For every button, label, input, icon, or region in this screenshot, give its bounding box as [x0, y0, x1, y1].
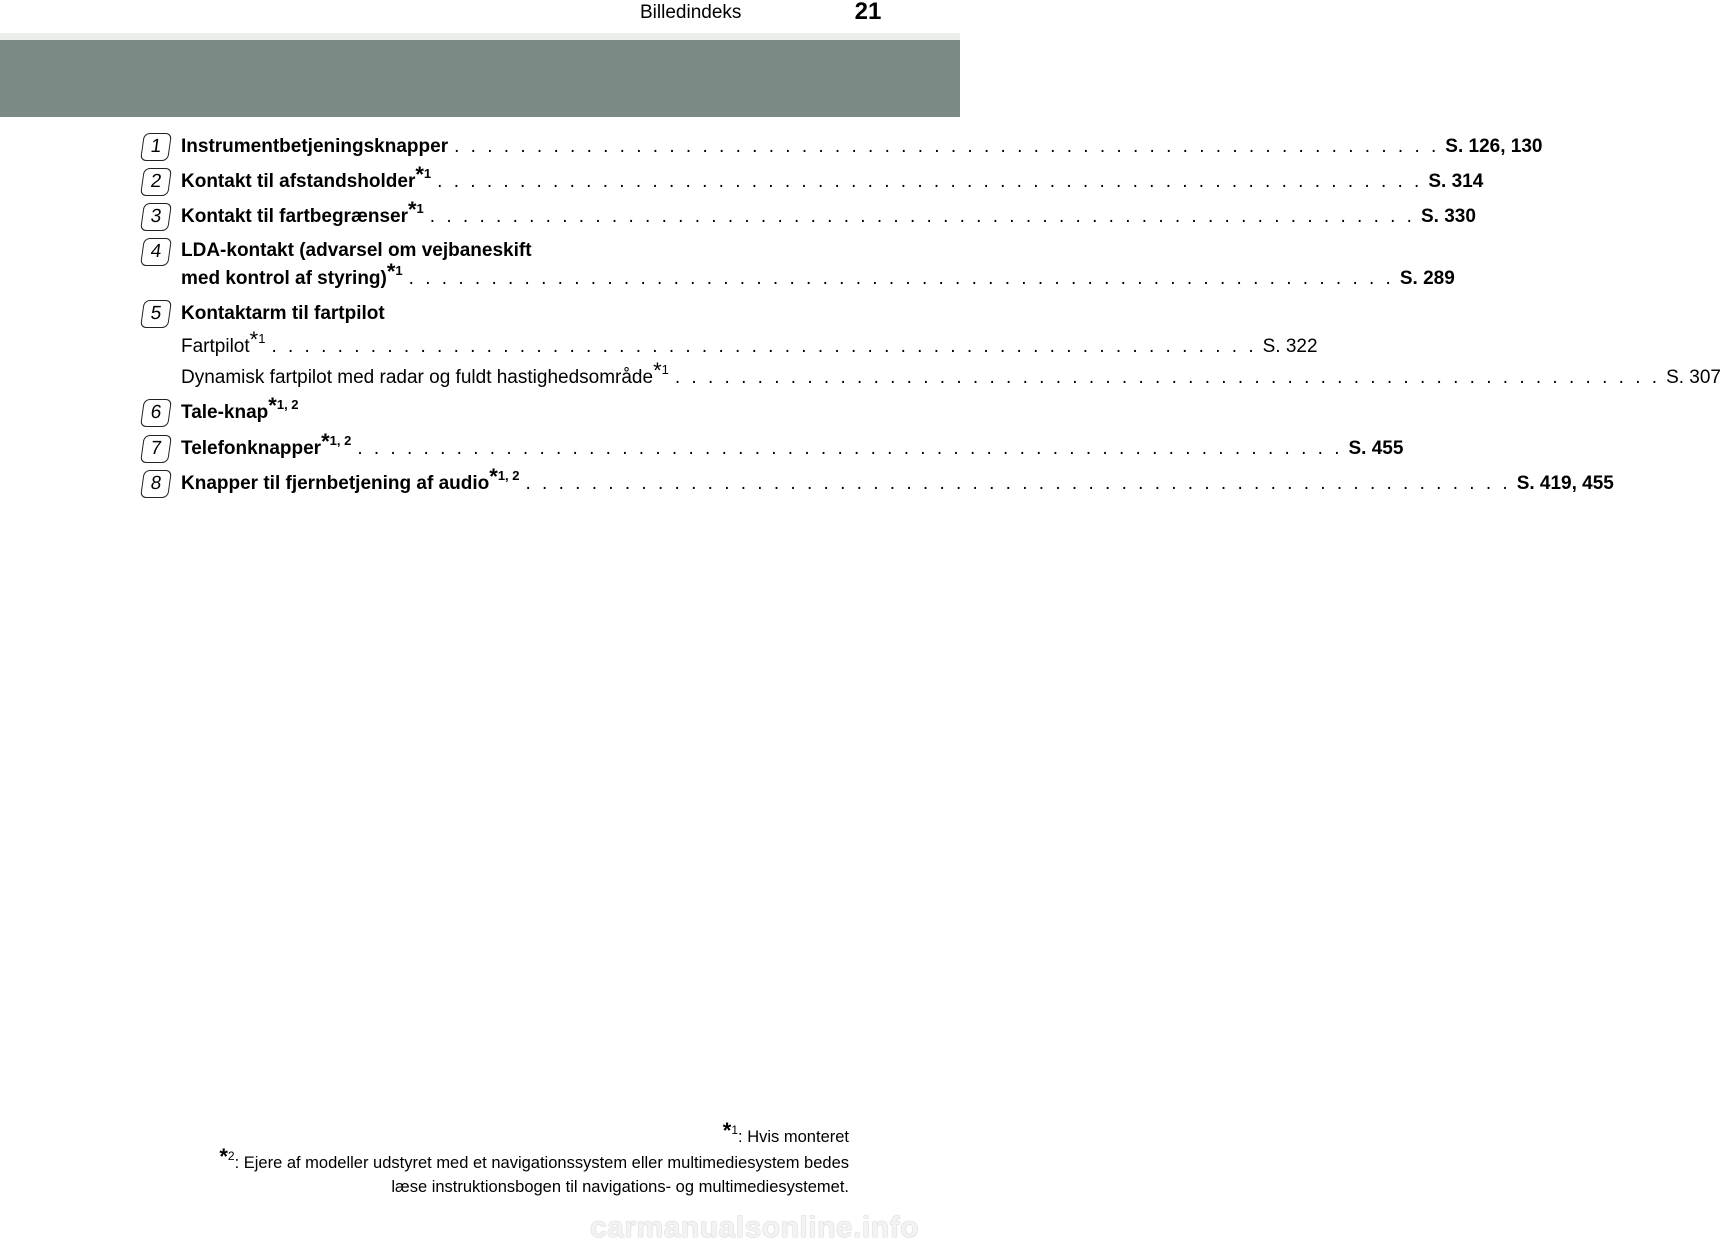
index-entry: [181, 429, 1404, 464]
index-entry-line1: [181, 236, 811, 266]
footnote-marker: *1: [407, 197, 424, 222]
page-reference[interactable]: S. 314: [1428, 171, 1484, 192]
entry-label: LDA-kontakt (advarsel om vejbaneskift: [181, 240, 532, 261]
item-number-badge: 1: [140, 133, 172, 161]
dot-leader: . . . . . . . . . . . . . . . . . . . . . . . . . . . . . . . . . . . . . . . . . . . . . . . . . . . . . . . . . . . .: [674, 367, 1661, 388]
header-rule: [0, 33, 960, 40]
footnote-marker: *1, 2: [489, 464, 520, 489]
footnote-marker: *1: [722, 1118, 739, 1143]
footnote-2-continued: læse instruktionsbogen til navigations- og multimediesystemet.: [391, 1178, 849, 1196]
index-subentry: [181, 358, 1721, 393]
dot-leader: . . . . . . . . . . . . . . . . . . . . . . . . . . . . . . . . . . . . . . . . . . . . . . . . . . . . . . . . . . . .: [429, 206, 1415, 227]
index-subentry: [181, 327, 1318, 362]
footnote-marker: *1, 2: [321, 429, 352, 454]
section-title: Billedindeks: [640, 2, 742, 23]
page-reference[interactable]: S. 455: [1348, 438, 1404, 459]
page-reference[interactable]: S. 419, 455: [1516, 473, 1614, 494]
index-entry: [181, 259, 1455, 294]
index-entry: [181, 162, 1484, 197]
item-number-badge: 4: [140, 238, 172, 266]
dot-leader: . . . . . . . . . . . . . . . . . . . . . . . . . . . . . . . . . . . . . . . . . . . . . . . . . . . . . . . . . . . .: [437, 171, 1423, 192]
page-reference[interactable]: S. 307: [1666, 367, 1721, 388]
index-entry: [181, 132, 1543, 162]
entry-label: Dynamisk fartpilot med radar og fuldt hastighedsområde$^{*1}$: [181, 358, 669, 388]
index-entry: [181, 393, 811, 428]
item-number-badge: 2: [140, 168, 172, 196]
item-number-badge: 6: [140, 399, 172, 427]
entry-label: Kontakt til fartbegrænser$^{*1}$: [181, 197, 424, 227]
page-reference[interactable]: S. 322: [1262, 336, 1318, 357]
footnote-marker: *1, 2: [268, 393, 299, 418]
index-entry: [181, 299, 811, 329]
entry-label: med kontrol af styring)$^{*1}$: [181, 259, 403, 289]
footnote-marker: *1: [386, 259, 403, 284]
footnote-1: $^{*1}$: Hvis monteret: [722, 1118, 849, 1146]
dot-leader: . . . . . . . . . . . . . . . . . . . . . . . . . . . . . . . . . . . . . . . . . . . . . . . . . . . . . . . . . . . .: [271, 336, 1257, 357]
page-reference[interactable]: S. 289: [1399, 268, 1455, 289]
index-entry: [181, 197, 1476, 232]
index-entry: [181, 464, 1614, 499]
page-reference[interactable]: S. 330: [1420, 206, 1476, 227]
footnote-marker: *1: [249, 327, 266, 352]
watermark: carmanualsonline.info: [590, 1211, 919, 1244]
item-number-badge: 5: [140, 300, 172, 328]
gray-banner: [0, 40, 960, 117]
item-number-badge: 3: [140, 203, 172, 231]
dot-leader: . . . . . . . . . . . . . . . . . . . . . . . . . . . . . . . . . . . . . . . . . . . . . . . . . . . . . . . . . . . .: [408, 268, 1394, 289]
item-number-badge: 8: [140, 470, 172, 498]
page-number: 21: [854, 0, 882, 25]
footnote-2: $^{*2}$: Ejere af modeller udstyret med et navigationssystem eller multimediesystem bedes: [219, 1144, 849, 1172]
dot-leader: . . . . . . . . . . . . . . . . . . . . . . . . . . . . . . . . . . . . . . . . . . . . . . . . . . . . . . . . . . . .: [525, 473, 1511, 494]
page-reference[interactable]: S. 126, 130: [1445, 136, 1543, 157]
entry-label: Kontakt til afstandsholder$^{*1}$: [181, 162, 432, 192]
entry-label: Knapper til fjernbetjening af audio$^{*1, 2}$: [181, 464, 520, 494]
dot-leader: . . . . . . . . . . . . . . . . . . . . . . . . . . . . . . . . . . . . . . . . . . . . . . . . . . . . . . . . . . . .: [357, 438, 1343, 459]
entry-label: Instrumentbetjeningsknapper: [181, 136, 449, 157]
entry-label: Telefonknapper$^{*1, 2}$: [181, 429, 352, 459]
entry-label: Kontaktarm til fartpilot: [181, 303, 385, 324]
footnote-marker: *1: [415, 162, 432, 187]
dot-leader: . . . . . . . . . . . . . . . . . . . . . . . . . . . . . . . . . . . . . . . . . . . . . . . . . . . . . . . . . . . .: [454, 136, 1440, 157]
footnote-marker: *2: [219, 1144, 235, 1169]
entry-label: Fartpilot$^{*1}$: [181, 327, 266, 357]
footnote-marker: *1: [653, 358, 669, 383]
item-number-badge: 7: [140, 435, 172, 463]
entry-label: Tale-knap$^{*1, 2}$: [181, 393, 299, 423]
